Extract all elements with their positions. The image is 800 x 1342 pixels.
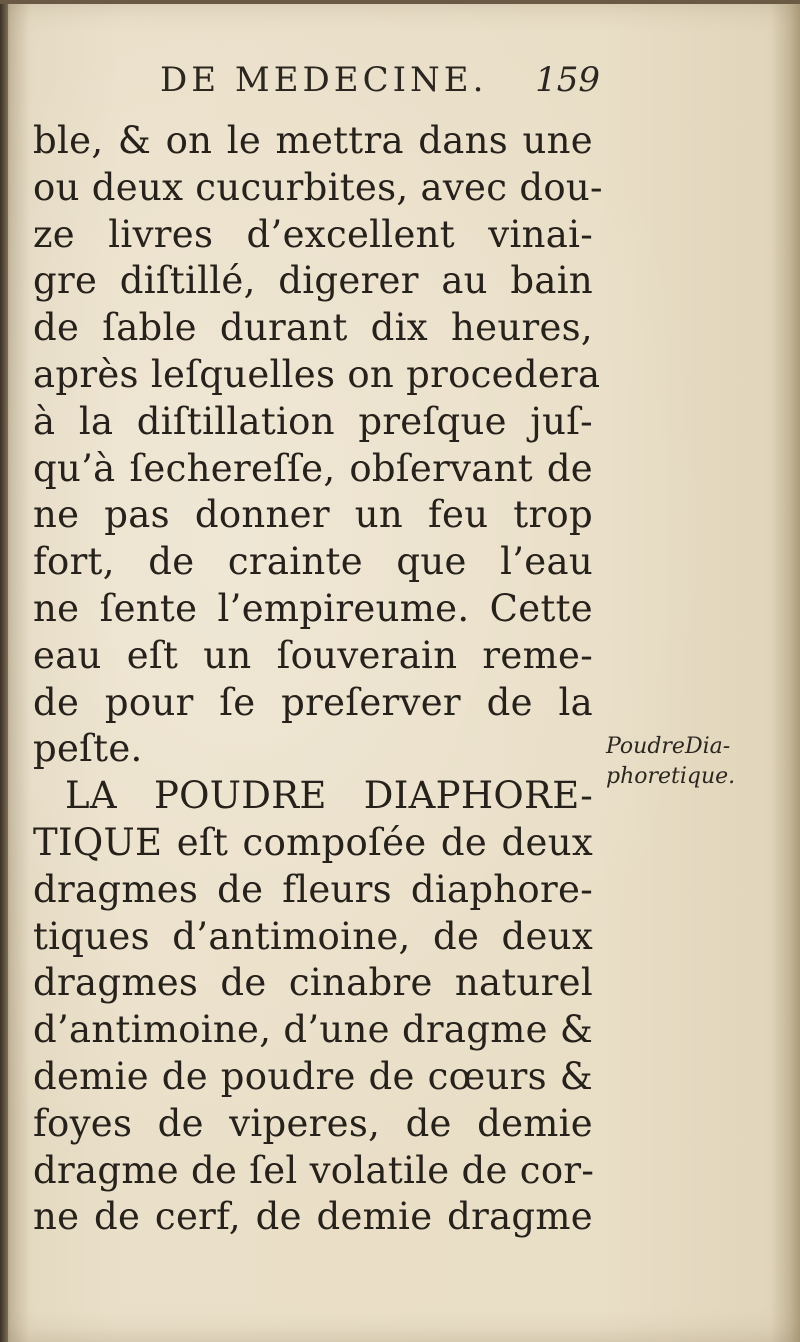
section-heading-line: LA POUDRE DIAPHORE- xyxy=(65,774,593,818)
spine-edge xyxy=(0,0,8,1342)
body-text xyxy=(33,118,603,1241)
page-header xyxy=(160,60,600,120)
text-line: dragmes de cinabre naturel xyxy=(33,961,593,1005)
margin-note-line: phoretique. xyxy=(606,764,736,789)
text-line: peſte. xyxy=(33,727,143,771)
page-number: 159 xyxy=(535,60,600,100)
text-line: de ſable durant dix heures, xyxy=(33,306,593,350)
text-line: à la diſtillation preſque juſ- xyxy=(33,399,593,443)
text-line: ne de cerf, de demie dragme xyxy=(33,1195,593,1239)
text-line: dragme de ſel volatile de cor- xyxy=(33,1148,595,1192)
text-line: TIQUE eſt compoſée de deux xyxy=(33,820,593,864)
text-line: foyes de viperes, de demie xyxy=(33,1101,593,1145)
running-head: DE MEDECINE. xyxy=(160,60,488,100)
text-line: de pour ſe preſerver de la xyxy=(33,680,593,724)
text-line: ou deux cucurbites, avec dou- xyxy=(33,165,603,209)
text-line: dragmes de fleurs diaphore- xyxy=(33,867,593,911)
text-line: après leſquelles on procedera xyxy=(33,352,601,396)
margin-note-line: PoudreDia- xyxy=(606,734,731,759)
text-line: eau eſt un ſouverain reme- xyxy=(33,633,593,677)
text-line: demie de poudre de cœurs & xyxy=(33,1054,593,1098)
text-line: qu’à ſechereſſe, obſervant de xyxy=(33,446,593,490)
text-line: ne pas donner un feu trop xyxy=(33,493,593,537)
text-line: ble, & on le mettra dans une xyxy=(33,119,593,162)
text-line: ze livres d’excellent vinai- xyxy=(33,212,593,256)
text-line: tiques d’antimoine, de deux xyxy=(33,914,593,958)
margin-note xyxy=(606,732,756,792)
text-line: gre diſtillé, digerer au bain xyxy=(33,259,593,303)
text-line: ne ſente l’empireume. Cette xyxy=(33,586,593,630)
text-line: fort, de crainte que l’eau xyxy=(33,540,593,584)
top-edge xyxy=(0,0,800,4)
text-line: d’antimoine, d’une dragme & xyxy=(33,1008,594,1052)
